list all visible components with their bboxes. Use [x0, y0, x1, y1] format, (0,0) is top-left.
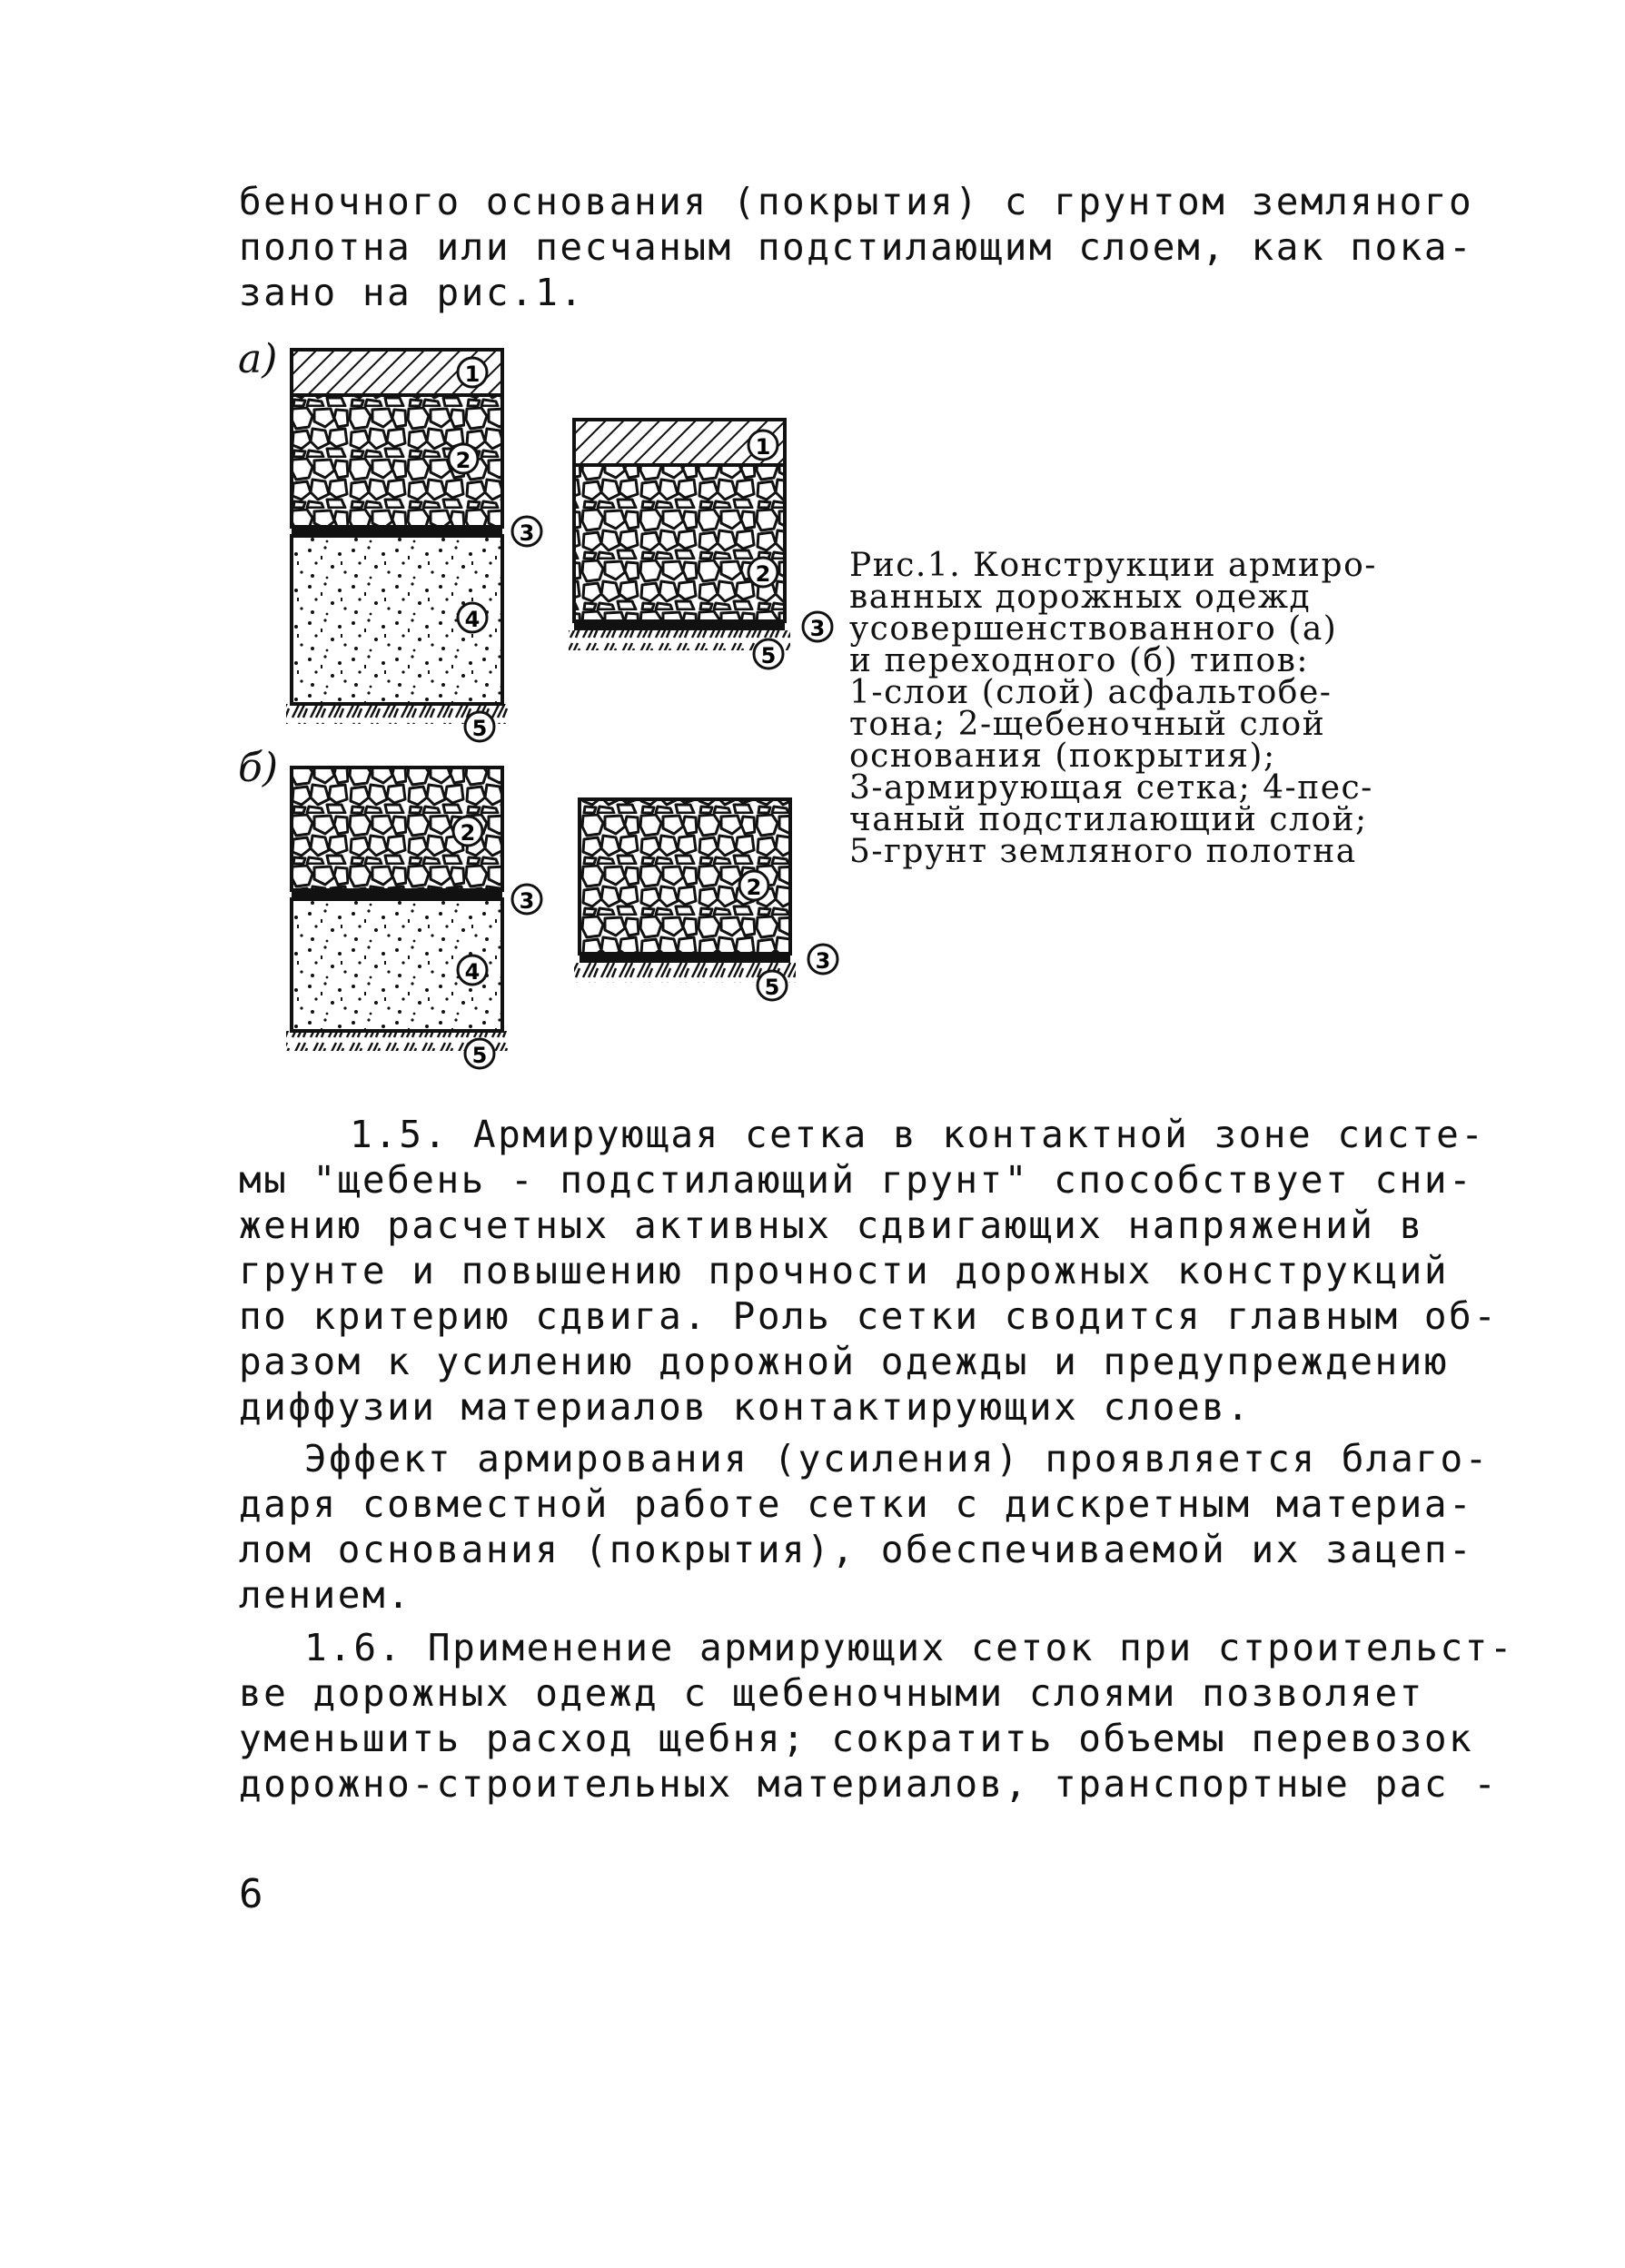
figure-caption-line-10: 5-грунт земляного полотна [849, 833, 1357, 870]
marker-b-left-5 [465, 1039, 494, 1068]
diagram-a-left [286, 350, 508, 724]
marker-a-left-5 [465, 712, 494, 741]
section-1-5-line-6: разом к усилению дорожной одежды и предупреждению [239, 1340, 1450, 1383]
marker-b-right-5 [758, 971, 787, 1000]
section-1-6-line-1: 1.6. Применение армирующих сеток при строительст- [304, 1626, 1515, 1669]
svg-text:5: 5 [760, 643, 777, 669]
section-1-5-line-1: 1.5. Армирующая сетка в контактной зоне систе- [350, 1113, 1486, 1156]
marker-b-left-2 [453, 817, 482, 846]
section-1-5-line-3: жению расчетных активных сдвигающих напряжений в [239, 1203, 1424, 1247]
intro-line-3: зано на рис.1. [239, 271, 585, 314]
marker-a-left-3 [512, 517, 541, 546]
section-1-6-line-2: ве дорожных одежд с щебеночными слоями позволяет [239, 1671, 1424, 1715]
section-1-5-line-2: мы "щебень - подстилающий грунт" способствует сни- [239, 1158, 1474, 1202]
figure-caption-line-6: тона; 2-щебеночный слой [849, 706, 1326, 743]
marker-b-right-3 [808, 945, 837, 974]
figure-label-a: а) [238, 336, 278, 382]
marker-a-left-4 [458, 603, 487, 632]
figure-caption-line-8: 3-армирующая сетка; 4-пес- [849, 769, 1373, 807]
svg-text:5: 5 [764, 975, 780, 1000]
intro-line-1: беночного основания (покрытия) с грунтом земляного [239, 180, 1474, 223]
svg-text:3: 3 [519, 520, 535, 546]
figure-caption-line-5: 1-слои (слой) асфальтобе- [849, 674, 1333, 711]
figure-caption-line-7: основания (покрытия); [849, 738, 1276, 775]
section-1-6-line-4: дорожно-строительных материалов, транспортные рас - [239, 1762, 1499, 1806]
figure-caption-line-9: чаный подстилающий слой; [849, 801, 1368, 838]
section-1-5-line-5: по критерию сдвига. Роль сетки сводится главным об- [239, 1294, 1499, 1338]
intro-line-2: полотна или песчаным подстилающим слоем, как пока- [239, 225, 1474, 269]
marker-a-right-1 [748, 431, 778, 460]
svg-text:1: 1 [464, 361, 481, 387]
svg-text:3: 3 [809, 616, 826, 641]
marker-b-left-3 [512, 885, 541, 914]
section-1-6-line-3: уменьшить расход щебня; сократить объемы перевозок [239, 1717, 1474, 1760]
marker-a-right-3 [803, 612, 832, 641]
figure-caption-line-4: и переходного (б) типов: [849, 642, 1310, 679]
marker-b-right-2 [739, 871, 768, 900]
svg-text:2: 2 [755, 561, 771, 587]
figure-label-b: б) [238, 745, 279, 791]
svg-text:2: 2 [460, 820, 476, 846]
effect-line-1: Эффект армирования (усиления) проявляется благо- [304, 1437, 1490, 1481]
section-1-5-line-7: диффузии материалов контактирующих слоев. [239, 1385, 1252, 1429]
svg-text:4: 4 [464, 959, 481, 985]
svg-text:3: 3 [815, 948, 831, 974]
svg-text:3: 3 [519, 888, 535, 914]
svg-text:5: 5 [471, 1043, 488, 1068]
road-construction-figure [0, 0, 1625, 1108]
figure-caption-line-1: Рис.1. Конструкции армиро- [849, 547, 1377, 584]
section-1-5-line-4: грунте и повышению прочности дорожных конструкций [239, 1249, 1450, 1292]
figure-caption-line-2: ванных дорожных одежд [849, 579, 1312, 616]
marker-b-left-4 [458, 956, 487, 985]
effect-line-3: лом основания (покрытия), обеспечиваемой их зацеп- [239, 1528, 1474, 1571]
diagram-b-left [286, 768, 508, 1051]
marker-a-left-1 [458, 358, 487, 387]
page-number: 6 [239, 1871, 265, 1917]
marker-a-left-2 [449, 444, 478, 473]
svg-text:2: 2 [455, 448, 471, 473]
effect-line-4: лением. [239, 1573, 412, 1617]
figure-caption-line-3: усовершенствованного (а) [849, 610, 1338, 648]
marker-a-right-5 [754, 639, 783, 669]
svg-text:4: 4 [464, 607, 481, 632]
marker-a-right-2 [748, 558, 778, 587]
svg-text:1: 1 [755, 434, 771, 460]
svg-text:5: 5 [471, 716, 488, 741]
svg-text:2: 2 [746, 875, 762, 900]
effect-line-2: даря совместной работе сетки с дискретным материа- [239, 1482, 1474, 1526]
